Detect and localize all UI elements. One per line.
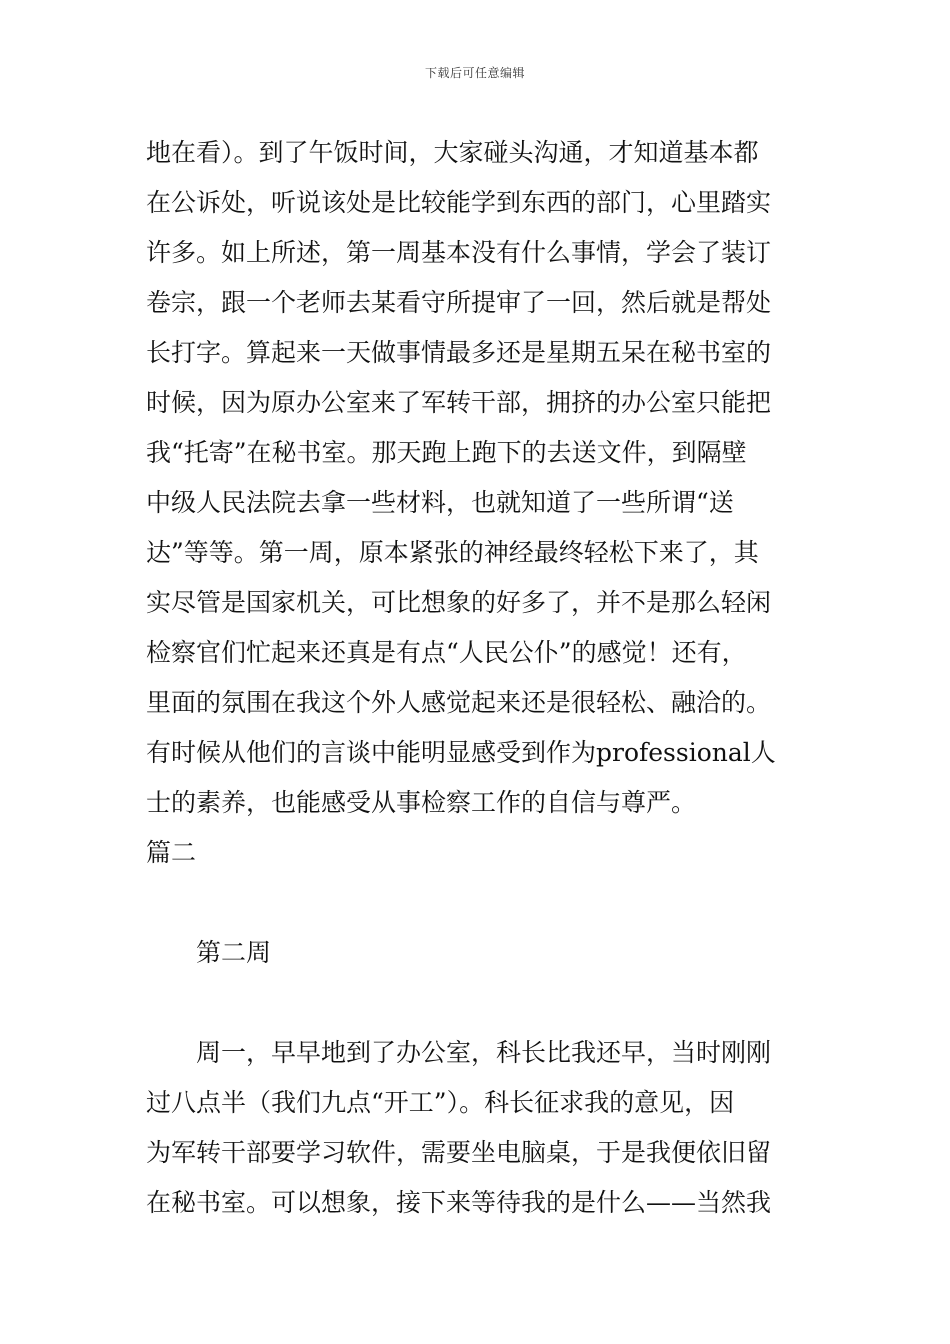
text-line: 里面的氛围在我这个外人感觉起来还是很轻松、融洽的。 [146, 688, 772, 717]
text-line: 长打字。算起来一天做事情最多还是星期五呆在秘书室的 [146, 338, 772, 367]
text-line: 有时候从他们的言谈中能明显感受到作为professional人 [146, 738, 776, 767]
text-line: 中级人民法院去拿一些材料，也就知道了一些所谓“送 [146, 488, 734, 517]
text-line: 周一，早早地到了办公室，科长比我还早，当时刚刚 [196, 1038, 772, 1067]
text-line: 为军转干部要学习软件，需要坐电脑桌，于是我便依旧留 [146, 1138, 772, 1167]
text-line: 我“托寄”在秘书室。那天跑上跑下的去送文件，到隔壁 [146, 438, 747, 467]
section-title: 篇二 [146, 838, 197, 867]
text-line: 在公诉处，听说该处是比较能学到东西的部门，心里踏实 [146, 188, 772, 217]
week-title: 第二周 [196, 938, 272, 967]
document-body [146, 128, 811, 1228]
paragraph-2 [146, 1028, 811, 1228]
text-line: 许多。如上所述，第一周基本没有什么事情，学会了装订 [146, 238, 772, 267]
blank-line [146, 978, 811, 1028]
page-header: 下载后可任意编辑 [424, 66, 525, 80]
text-line: 过八点半（我们九点“开工”）。科长征求我的意见，因 [146, 1088, 735, 1117]
text-line: 达”等等。第一周，原本紧张的神经最终轻松下来了，其 [146, 538, 759, 567]
blank-line [146, 878, 811, 928]
text-line: 检察官们忙起来还真是有点“人民公仆”的感觉！还有， [146, 638, 747, 667]
text-line: 时候，因为原办公室来了军转干部，拥挤的办公室只能把 [146, 388, 772, 417]
text-line: 卷宗，跟一个老师去某看守所提审了一回，然后就是帮处 [146, 288, 772, 317]
text-line: 实尽管是国家机关，可比想象的好多了，并不是那么轻闲 [146, 588, 772, 617]
paragraph-1 [146, 128, 811, 828]
text-line: 在秘书室。可以想象，接下来等待我的是什么——当然我 [146, 1188, 772, 1217]
text-line: 士的素养，也能感受从事检察工作的自信与尊严。 [146, 788, 697, 817]
text-line: 地在看）。到了午饭时间，大家碰头沟通，才知道基本都 [146, 138, 759, 167]
